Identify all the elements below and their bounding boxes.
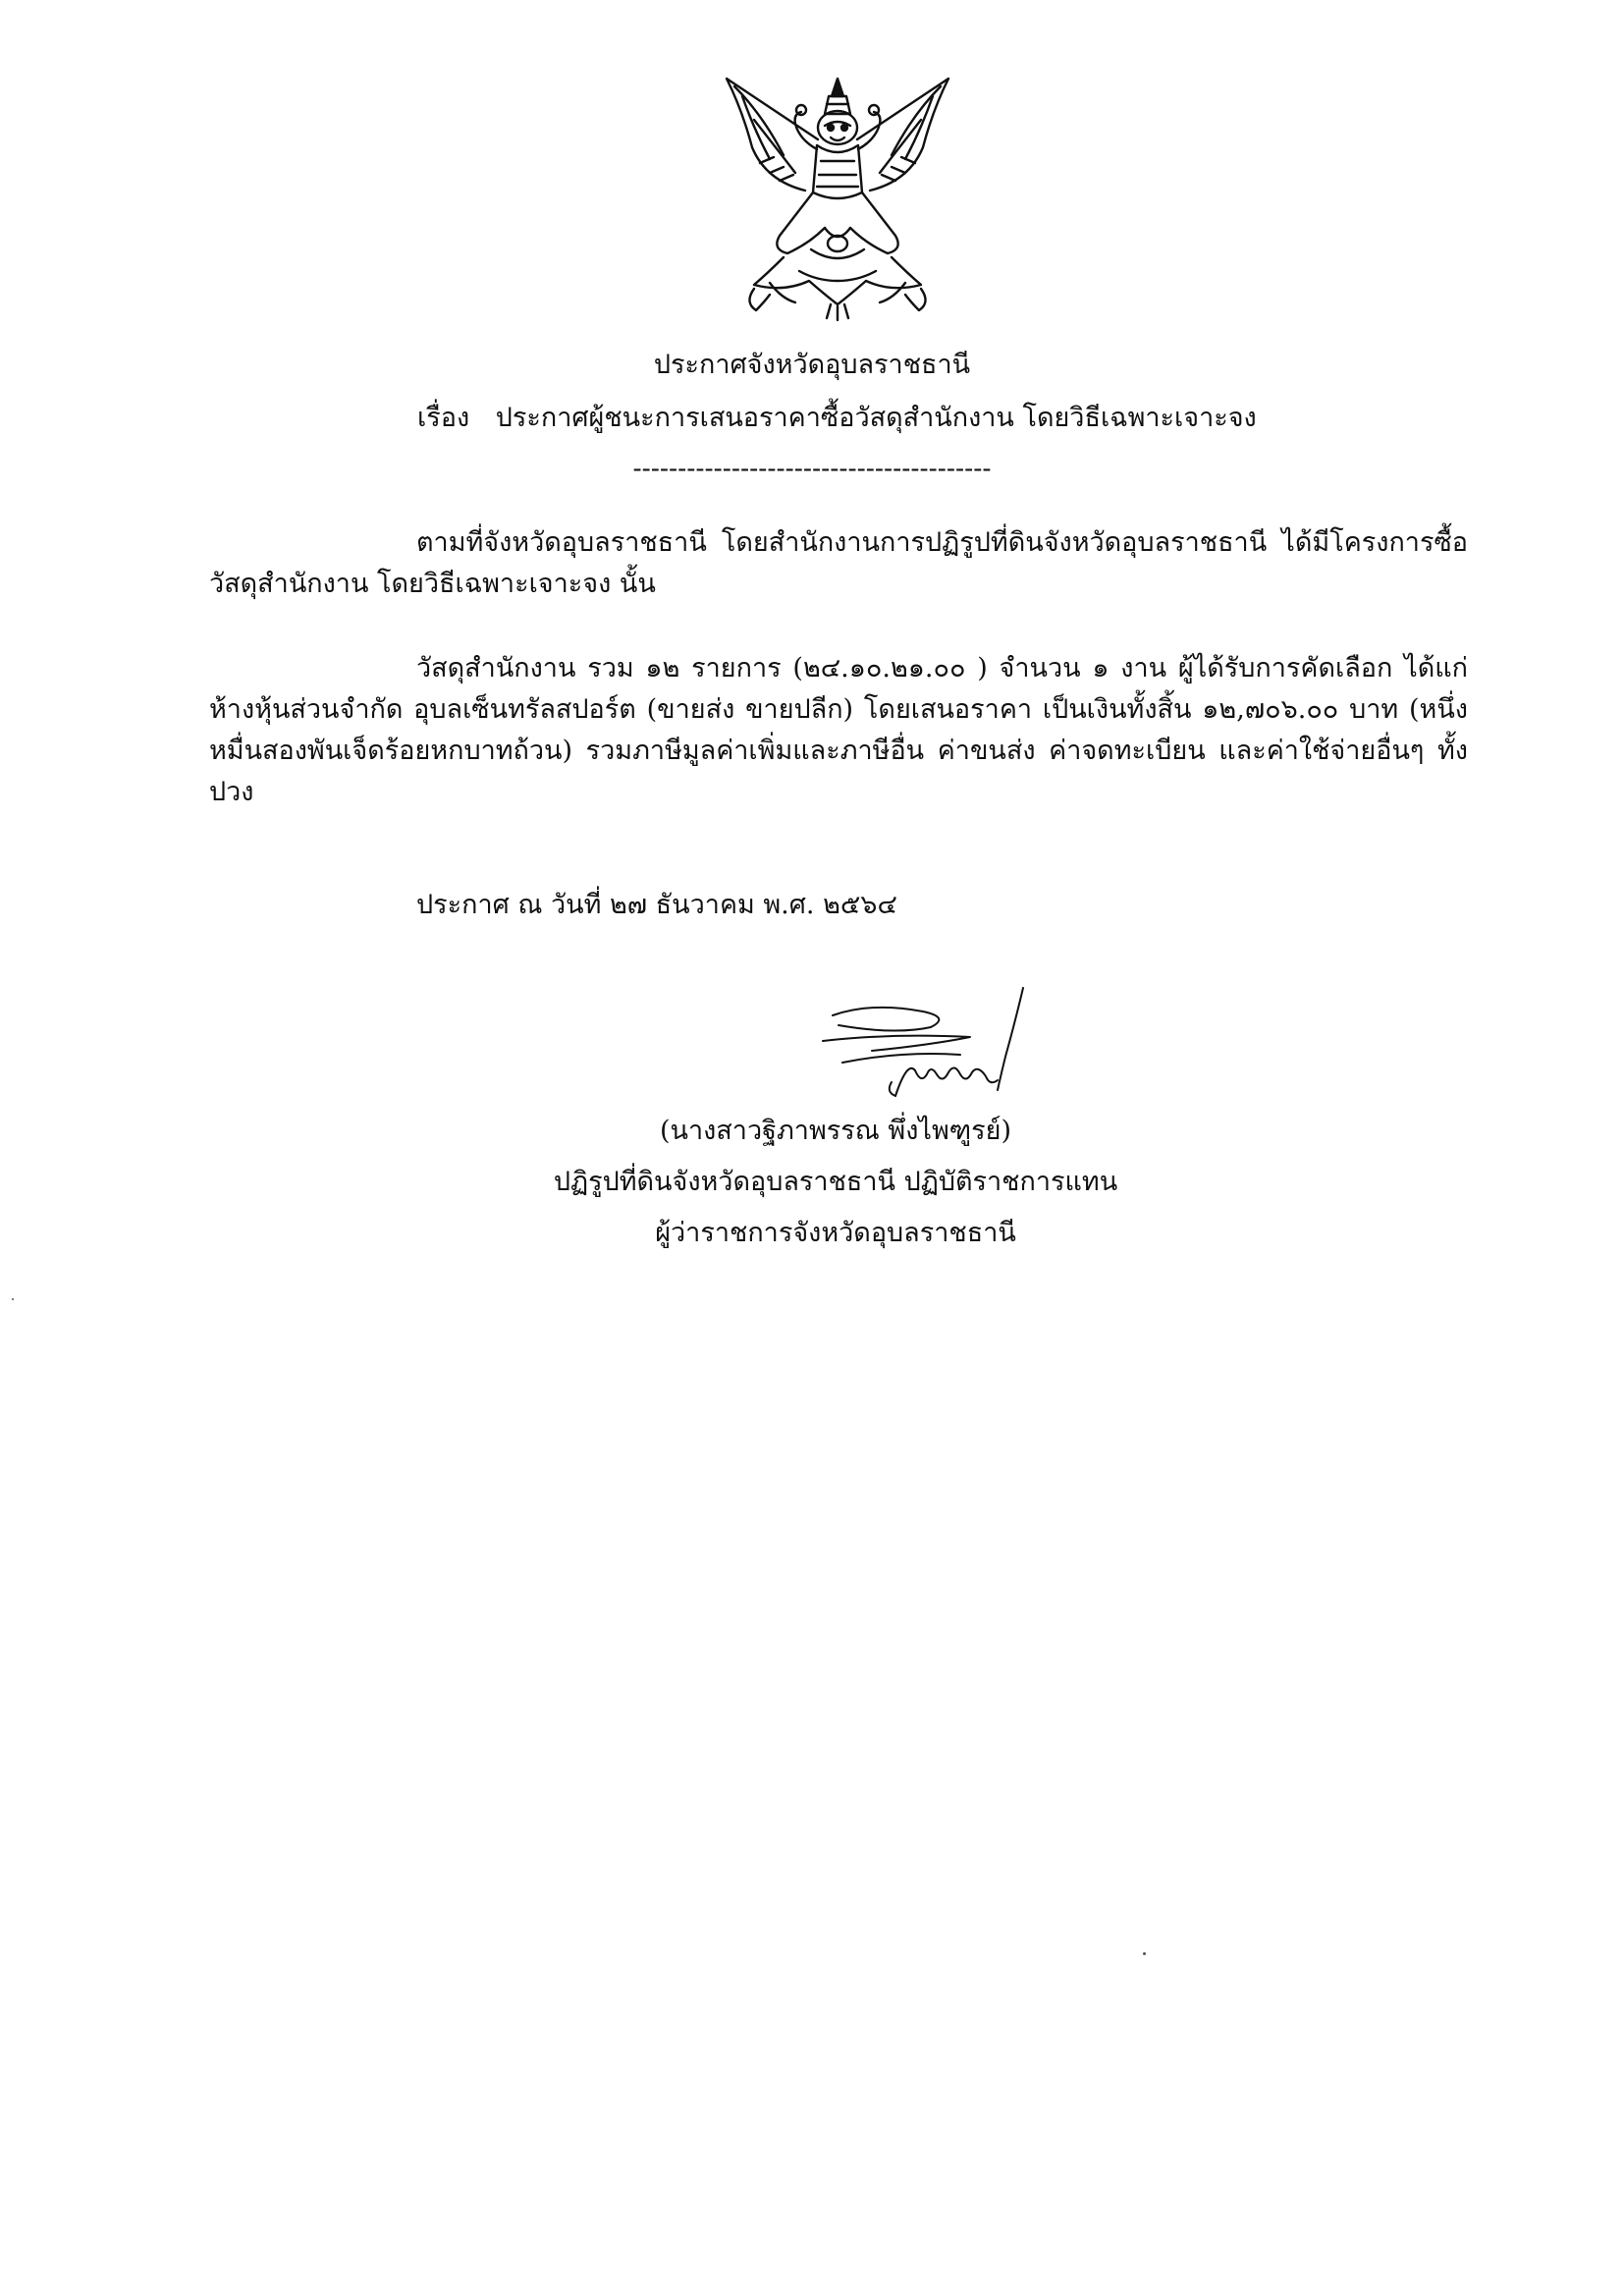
- document-title: ประกาศจังหวัดอุบลราชธานี: [653, 350, 971, 380]
- body-paragraph-1: ตามที่จังหวัดอุบลราชธานี โดยสำนักงานการปฏิรูปที่ดินจังหวัดอุบลราชธานี ได้มีโครงการซื้อวัสดุสำนักงาน โดยวิธีเฉพาะเจาะจง นั้น: [209, 527, 1468, 599]
- scan-speck: [1143, 1952, 1146, 1955]
- body-paragraph-2: วัสดุสำนักงาน รวม ๑๒ รายการ (๒๔.๑๐.๒๑.๐๐ ) จำนวน ๑ งาน ผู้ได้รับการคัดเลือก ได้แก่ ห้างหุ้นส่วนจำกัด อุบลเซ็นทรัลสปอร์ต (ขายส่ง ขายปลีก) โดยเสนอราคา เป็นเงินทั้งสิ้น ๑๒,๗๐๖.๐๐ บาท (หนึ่งหมื่นสองพันเจ็ดร้อยหกบาทถ้วน) รวมภาษีมูลค่าเพิ่มและภาษีอื่น ค่าขนส่ง ค่าจดทะเบียน และค่าใช้จ่ายอื่นๆ ทั้งปวง: [209, 653, 1468, 807]
- announcement-date: ประกาศ ณ วันที่ ๒๗ ธันวาคม พ.ศ. ๒๕๖๔: [416, 890, 897, 920]
- subject-label: เรื่อง: [417, 403, 470, 433]
- signatory-position: ปฏิรูปที่ดินจังหวัดอุบลราชธานี ปฏิบัติราชการแทน: [553, 1167, 1118, 1197]
- signatory-name: (นางสาวฐิภาพรรณ พึ่งไพฑูรย์): [659, 1116, 1012, 1146]
- handwritten-signature: [813, 982, 1039, 1110]
- signatory-authority: ผู้ว่าราชการจังหวัดอุบลราชธานี: [655, 1218, 1016, 1248]
- subject-text: ประกาศผู้ชนะการเสนอราคาซื้อวัสดุสำนักงาน โดยวิธีเฉพาะเจาะจง: [495, 403, 1257, 433]
- document-subject-line: [417, 399, 1257, 438]
- separator-rule: ----------------------------------------: [632, 454, 992, 484]
- scan-speck: [12, 1298, 14, 1300]
- garuda-emblem-icon: [715, 71, 960, 326]
